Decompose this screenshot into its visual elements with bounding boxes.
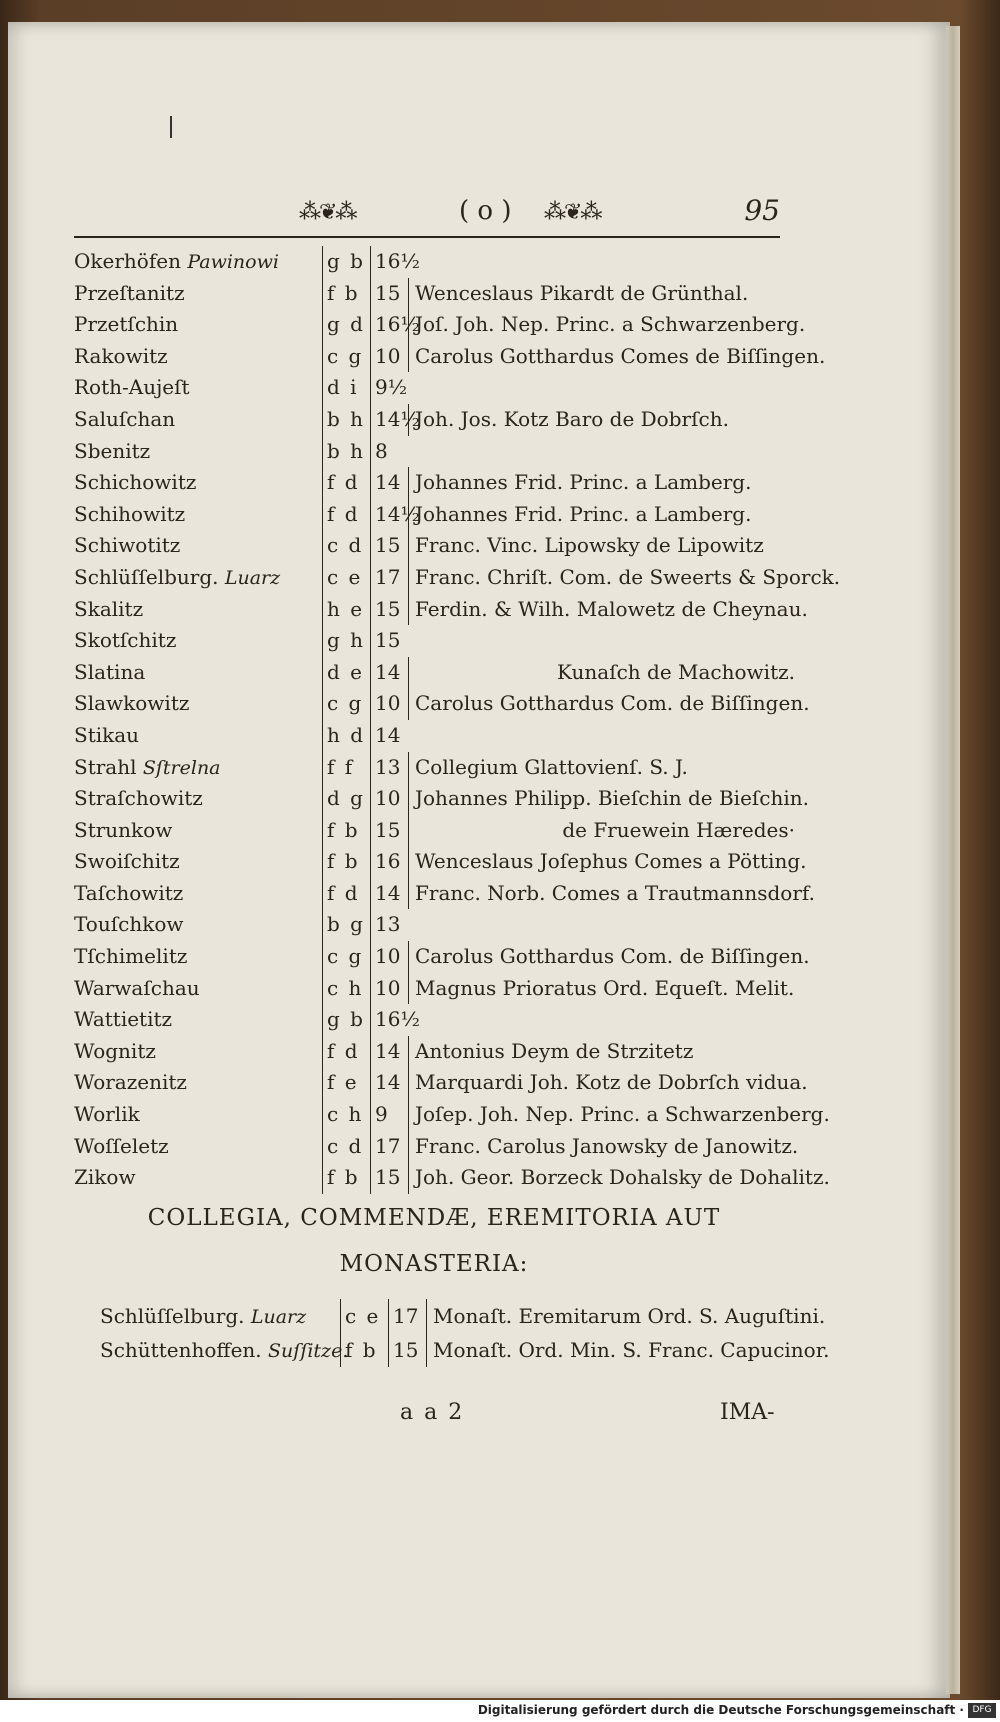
table-row xyxy=(74,752,794,784)
stray-mark xyxy=(170,116,172,138)
place-name xyxy=(74,878,183,911)
place-alt-name: Luarz xyxy=(224,566,281,589)
place-name-text: Stikau xyxy=(74,722,140,747)
grid-letters: g b xyxy=(322,246,371,278)
grid-letters: f b xyxy=(340,1333,389,1367)
place-name-text: Zikow xyxy=(74,1165,136,1190)
place-name-text: Skalitz xyxy=(74,596,144,621)
place-name xyxy=(74,941,187,974)
distance-number: 14 xyxy=(370,1036,411,1068)
table-row xyxy=(74,594,808,626)
owner-name: Kunaſch de Machowitz. xyxy=(408,657,801,689)
place-name xyxy=(74,467,196,500)
place-name-text: Rakowitz xyxy=(74,343,168,368)
page-edges xyxy=(946,26,960,1694)
place-name xyxy=(74,341,168,374)
grid-letters: c h xyxy=(322,973,371,1005)
table-row xyxy=(74,436,794,468)
table-row xyxy=(74,530,794,562)
table-row xyxy=(74,1131,799,1163)
owner-name: Joh. Geor. Borzeck Dohalsky de Dohalitz. xyxy=(408,1162,795,1194)
table-row xyxy=(74,909,794,941)
distance-number: 10 xyxy=(370,941,411,973)
table-row xyxy=(74,372,794,404)
printer-signature: a a 2 xyxy=(400,1400,465,1425)
owner-name: Marquardi Joh. Kotz de Dobrſch vidua. xyxy=(408,1067,795,1099)
place-name-text: Przetſchin xyxy=(74,312,179,337)
distance-number: 14½ xyxy=(370,404,411,436)
table-row xyxy=(74,688,810,720)
place-name-text: Slatina xyxy=(74,659,146,684)
footer-bar xyxy=(0,1700,1000,1722)
place-name-text: Okerhöfen xyxy=(74,249,181,273)
table-row xyxy=(74,1162,830,1194)
place-name-text: Schlüſſelburg. xyxy=(74,564,219,589)
table-row xyxy=(74,562,841,594)
grid-letters: c d xyxy=(322,530,371,562)
grid-letters: d e xyxy=(322,657,371,689)
distance-number: 15 xyxy=(370,625,411,657)
owner-name: Joſ. Joh. Nep. Princ. a Schwarzenberg. xyxy=(408,309,795,341)
place-alt-name: Sſtrelna xyxy=(142,756,221,779)
place-name-text: Saluſchan xyxy=(74,406,176,431)
grid-letters: c g xyxy=(322,941,371,973)
distance-number: 13 xyxy=(370,752,411,784)
place-name-text: Schihowitz xyxy=(74,501,186,526)
grid-letters: c g xyxy=(322,341,371,373)
grid-letters: c e xyxy=(340,1299,389,1333)
grid-letters: c g xyxy=(322,688,371,720)
place-name-text: Tſchimelitz xyxy=(74,944,188,969)
place-name xyxy=(74,973,200,1006)
place-name-text: Strahl xyxy=(74,754,137,779)
table-row xyxy=(74,846,807,878)
table-row xyxy=(74,1099,830,1131)
owner-name: Johannes Frid. Princ. a Lamberg. xyxy=(408,499,795,531)
distance-number: 13 xyxy=(370,909,411,941)
grid-letters: c d xyxy=(322,1131,371,1163)
place-name xyxy=(74,1036,156,1069)
place-name xyxy=(74,783,203,816)
place-name-text: Roth-Aujeſt xyxy=(74,375,190,400)
grid-letters: f f xyxy=(322,752,371,784)
owner-name: Collegium Glattovienſ. S. J. xyxy=(408,752,795,784)
place-name xyxy=(74,278,185,311)
owner-name: Johannes Frid. Princ. a Lamberg. xyxy=(408,467,795,499)
section-heading-line2: MONASTERIA: xyxy=(339,1251,529,1277)
distance-number: 9½ xyxy=(370,372,411,404)
grid-letters: h d xyxy=(322,720,371,752)
place-name xyxy=(74,404,175,437)
owner-name: Johannes Philipp. Bieſchin de Bieſchin. xyxy=(408,783,795,815)
grid-letters: f d xyxy=(322,467,371,499)
section-heading-line1: COLLEGIA, COMMENDÆ, EREMITORIA AUT xyxy=(147,1205,721,1231)
owner-name: Franc. Carolus Janowsky de Janowitz. xyxy=(408,1131,795,1163)
grid-letters: c h xyxy=(322,1099,371,1131)
place-name xyxy=(74,436,150,469)
place-name xyxy=(74,1004,172,1037)
grid-letters: f b xyxy=(322,815,371,847)
place-name xyxy=(74,1099,140,1132)
monastery-table xyxy=(100,1299,830,1367)
table-row xyxy=(100,1333,830,1367)
ornament-right-icon: ⁂❦⁂ xyxy=(544,200,601,225)
place-name-text: Schiwotitz xyxy=(74,533,181,558)
distance-number: 14 xyxy=(370,1067,411,1099)
owner-name: Monaſt. Ord. Min. S. Franc. Capucinor. xyxy=(426,1333,803,1367)
distance-number: 14½ xyxy=(370,499,411,531)
distance-number: 16½ xyxy=(370,1004,411,1036)
distance-number: 17 xyxy=(388,1299,429,1333)
distance-number: 10 xyxy=(370,783,411,815)
distance-number: 15 xyxy=(388,1333,429,1367)
owner-name: Joſep. Joh. Nep. Princ. a Schwarzenberg. xyxy=(408,1099,795,1131)
owner-name: Carolus Gotthardus Com. de Biſſingen. xyxy=(408,688,795,720)
place-name xyxy=(74,688,189,721)
owner-name: Antonius Deym de Strzitetz xyxy=(408,1036,795,1068)
owner-name: Carolus Gotthardus Com. de Biſſingen. xyxy=(408,941,795,973)
place-name xyxy=(74,1067,187,1100)
place-name xyxy=(74,372,190,405)
place-name xyxy=(100,1299,306,1334)
place-name-text: Schichowitz xyxy=(74,470,197,495)
owner-name: Wenceslaus Pikardt de Grünthal. xyxy=(408,278,795,310)
grid-letters: b h xyxy=(322,404,371,436)
owner-name: Franc. Chriſt. Com. de Sweerts & Sporck. xyxy=(408,562,795,594)
estate-table xyxy=(74,246,841,1194)
owner-name: Franc. Vinc. Lipowsky de Lipowitz xyxy=(408,530,795,562)
place-name xyxy=(74,720,139,753)
place-name-text: Wattietitz xyxy=(74,1007,173,1032)
distance-number: 17 xyxy=(370,1131,411,1163)
grid-letters: f b xyxy=(322,846,371,878)
distance-number: 10 xyxy=(370,688,411,720)
place-name-text: Przeſtanitz xyxy=(74,280,185,305)
table-row xyxy=(100,1299,826,1333)
table-row xyxy=(74,278,794,310)
place-name xyxy=(74,562,280,595)
table-row xyxy=(74,467,794,499)
table-row xyxy=(74,499,794,531)
table-row xyxy=(74,1036,794,1068)
owner-name: Ferdin. & Wilh. Malowetz de Cheynau. xyxy=(408,594,795,626)
distance-number: 15 xyxy=(370,530,411,562)
owner-name: Monaſt. Eremitarum Ord. S. Auguſtini. xyxy=(426,1299,803,1333)
place-name-text: Slawkowitz xyxy=(74,691,190,716)
distance-number: 9 xyxy=(370,1099,411,1131)
catchword: IMA- xyxy=(720,1400,775,1425)
distance-number: 15 xyxy=(370,815,411,847)
table-row xyxy=(74,941,810,973)
place-name xyxy=(74,657,145,690)
grid-letters: h e xyxy=(322,594,371,626)
place-name xyxy=(74,846,180,879)
grid-letters: d i xyxy=(322,372,371,404)
grid-letters: f b xyxy=(322,1162,371,1194)
grid-letters: g b xyxy=(322,1004,371,1036)
place-alt-name: Pawinowi xyxy=(187,251,279,273)
distance-number: 10 xyxy=(370,973,411,1005)
distance-number: 16 xyxy=(370,846,411,878)
place-name-text: Straſchowitz xyxy=(74,786,203,811)
place-name xyxy=(74,499,185,532)
dfg-logo-icon: DFG xyxy=(968,1703,996,1718)
place-name xyxy=(74,815,172,848)
place-name-text: Wognitz xyxy=(74,1038,156,1063)
grid-letters: f b xyxy=(322,278,371,310)
distance-number: 14 xyxy=(370,878,411,910)
table-row xyxy=(74,625,794,657)
distance-number: 14 xyxy=(370,657,411,689)
place-name xyxy=(74,530,180,563)
place-name xyxy=(74,1162,136,1195)
owner-name: Joh. Jos. Kotz Baro de Dobrſch. xyxy=(408,404,795,436)
distance-number: 8 xyxy=(370,436,411,468)
table-row xyxy=(74,246,794,278)
table-row xyxy=(74,341,826,373)
grid-letters: f d xyxy=(322,499,371,531)
table-row xyxy=(74,783,810,815)
footer-text: Digitalisierung gefördert durch die Deutsche Forschungsgemeinschaft · xyxy=(477,1703,964,1717)
distance-number: 16½ xyxy=(370,309,411,341)
table-row xyxy=(74,404,794,436)
place-alt-name: Suſſitze. xyxy=(268,1340,349,1362)
place-name-text: Schlüſſelburg. xyxy=(100,1304,245,1328)
distance-number: 17 xyxy=(370,562,411,594)
place-name xyxy=(74,1131,169,1164)
place-name-text: Sbenitz xyxy=(74,438,151,463)
page-number: 95 xyxy=(744,194,780,227)
place-name xyxy=(74,625,176,658)
place-name-text: Taſchowitz xyxy=(74,880,184,905)
table-row xyxy=(74,1004,794,1036)
table-row xyxy=(74,878,815,910)
place-name-text: Skotſchitz xyxy=(74,628,177,653)
grid-letters: c e xyxy=(322,562,371,594)
table-row xyxy=(74,1067,808,1099)
place-name-text: Warwaſchau xyxy=(74,975,200,1000)
place-name xyxy=(74,909,183,942)
place-name xyxy=(74,246,279,279)
grid-letters: d g xyxy=(322,783,371,815)
grid-letters: b h xyxy=(322,436,371,468)
owner-name: Carolus Gotthardus Comes de Biſſingen. xyxy=(408,341,795,373)
place-name-text: Worazenitz xyxy=(74,1070,187,1095)
grid-letters: f e xyxy=(322,1067,371,1099)
grid-letters: g d xyxy=(322,309,371,341)
table-row xyxy=(74,309,806,341)
place-name xyxy=(74,752,221,785)
place-name-text: Schüttenhoffen. xyxy=(100,1338,262,1362)
table-row xyxy=(74,657,794,689)
place-name-text: Touſchkow xyxy=(74,912,184,937)
distance-number: 15 xyxy=(370,1162,411,1194)
ornament-left-icon: ⁂❦⁂ xyxy=(299,200,356,225)
owner-name: de Fruewein Hæredes· xyxy=(408,815,801,847)
grid-letters: f d xyxy=(322,878,371,910)
place-name-text: Woſſeletz xyxy=(74,1133,169,1158)
owner-name: Franc. Norb. Comes a Trautmannsdorf. xyxy=(408,878,795,910)
place-name-text: Swoiſchitz xyxy=(74,849,180,874)
distance-number: 15 xyxy=(370,594,411,626)
table-row xyxy=(74,815,794,847)
owner-name: Magnus Prioratus Ord. Equeſt. Melit. xyxy=(408,973,795,1005)
place-alt-name: Luarz xyxy=(250,1306,307,1328)
grid-letters: f d xyxy=(322,1036,371,1068)
place-name xyxy=(100,1333,348,1368)
distance-number: 14 xyxy=(370,467,411,499)
page-header xyxy=(74,196,780,238)
table-row xyxy=(74,973,794,1005)
place-name-text: Strunkow xyxy=(74,817,173,842)
table-row xyxy=(74,720,794,752)
place-name xyxy=(74,309,178,342)
distance-number: 15 xyxy=(370,278,411,310)
grid-letters: g h xyxy=(322,625,371,657)
place-name-text: Worlik xyxy=(74,1102,140,1127)
distance-number: 10 xyxy=(370,341,411,373)
distance-number: 16½ xyxy=(370,246,411,278)
owner-name: Wenceslaus Joſephus Comes a Pötting. xyxy=(408,846,795,878)
header-signature-mark: ( o ) xyxy=(459,196,512,226)
grid-letters: b g xyxy=(322,909,371,941)
place-name xyxy=(74,594,143,627)
distance-number: 14 xyxy=(370,720,411,752)
